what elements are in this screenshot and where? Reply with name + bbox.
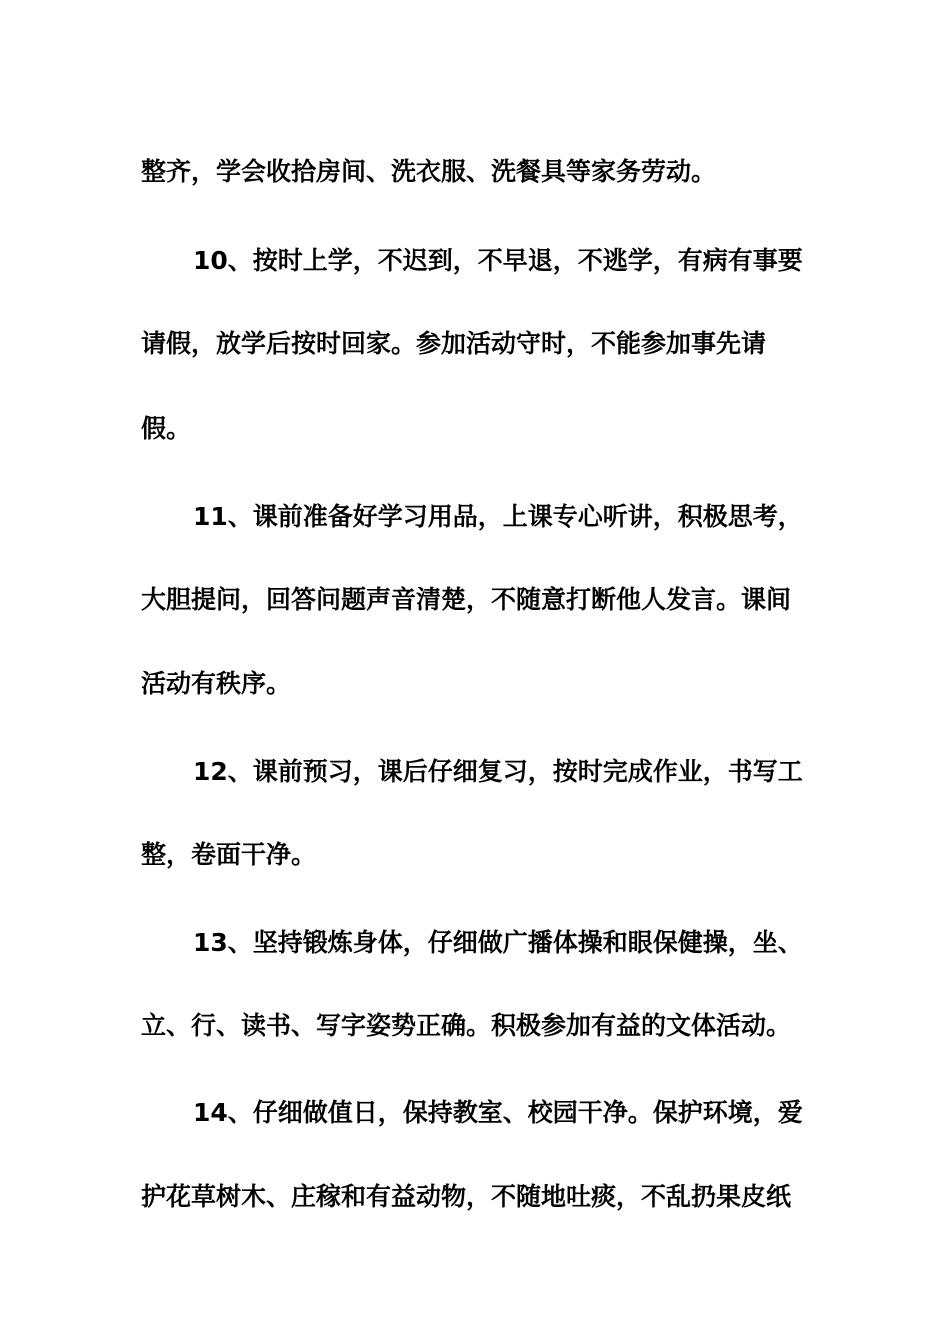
rule-13-line: 13、坚持锻炼身体，仔细做广播体操和眼保健操，坐、 bbox=[193, 928, 803, 957]
rule-12-line: 12、课前预习，课后仔细复习，按时完成作业，书写工 bbox=[193, 757, 803, 786]
text-line: 大胆提问，回答问题声音清楚，不随意打断他人发言。课间 bbox=[141, 585, 792, 614]
text-line: 假。 bbox=[141, 414, 192, 443]
text-line: 活动有秩序。 bbox=[141, 669, 292, 698]
text-line: 护花草树木、庄稼和有益动物，不随地吐痰，不乱扔果皮纸 bbox=[141, 1182, 792, 1211]
rule-10-line: 10、按时上学，不迟到，不早退，不逃学，有病有事要 bbox=[193, 246, 803, 275]
text-line: 整齐，学会收拾房间、洗衣服、洗餐具等家务劳动。 bbox=[141, 157, 717, 186]
text-line: 请假，放学后按时回家。参加活动守时，不能参加事先请 bbox=[141, 329, 767, 358]
rule-11-line: 11、课前准备好学习用品，上课专心听讲，积极思考， bbox=[193, 502, 803, 531]
text-line: 整，卷面干净。 bbox=[141, 840, 317, 869]
text-line: 立、行、读书、写字姿势正确。积极参加有益的文体活动。 bbox=[141, 1011, 792, 1040]
rule-14-line: 14、仔细做值日，保持教室、校园干净。保护环境，爱 bbox=[193, 1098, 803, 1127]
